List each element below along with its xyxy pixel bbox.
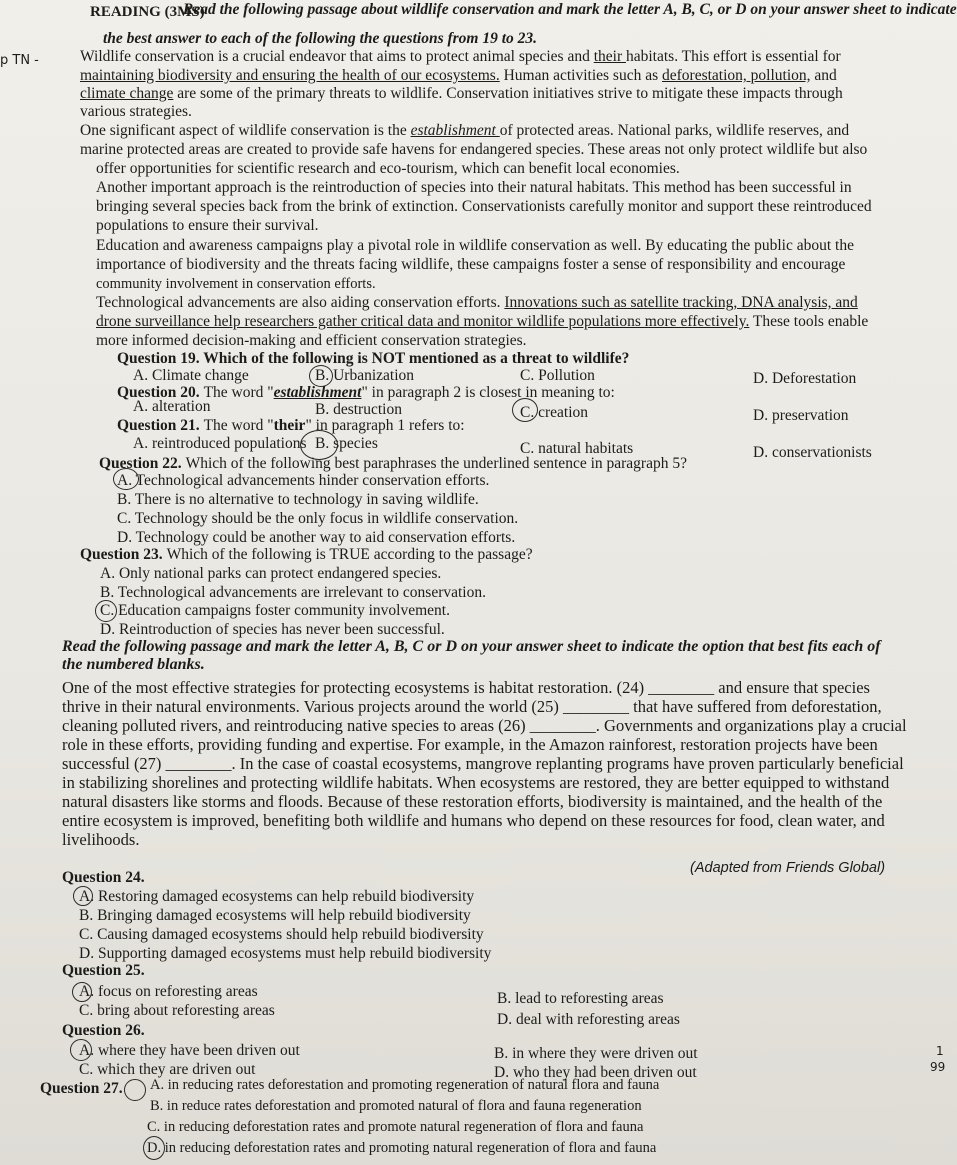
passage-line: offer opportunities for scientific research and eco-tourism, which can benefit local economies. [96, 160, 680, 177]
option-c: C. Causing damaged ecosystems should help rebuild biodiversity [79, 926, 484, 943]
option-b: B. Urbanization [315, 367, 415, 384]
option-c: C. natural habitats [520, 440, 634, 457]
passage-line: One significant aspect of wildlife conservation is the establishment of protected areas. National parks, wildlife reserves, and [80, 122, 850, 139]
passage-line: climate change are some of the primary threats to wildlife. Conservation initiatives strive to mitigate these impacts through [80, 85, 843, 102]
option-a: A. Climate change [133, 367, 249, 384]
passage-line: Education and awareness campaigns play a pivotal role in wildlife conservation as well. By educating the public about the [96, 237, 854, 254]
passage-line: One of the most effective strategies for protecting ecosystems is habitat restoration. (24) ________ and ensure that species [62, 678, 870, 697]
question-stem: Question 20. The word "establishment" in paragraph 2 is closest in meaning to: [117, 384, 615, 401]
instructions-line: the best answer to each of the following the questions from 19 to 23. [103, 30, 538, 47]
answer-circle [73, 886, 93, 906]
instructions-line: Read the following passage and mark the letter A, B, C or D on your answer sheet to indicate the option that best fits each of [62, 638, 881, 655]
passage-line: cleaning polluted rivers, and reintroducing native species to areas (26) ________. Governments and organizations play a crucial [62, 716, 907, 735]
handwritten-mark: 99 [930, 1060, 946, 1074]
option-d: D. Reintroduction of species has never been successful. [100, 621, 445, 638]
option-b: B. Technological advancements are irrelevant to conservation. [100, 584, 486, 601]
option-c: C. bring about reforesting areas [79, 1002, 275, 1019]
question-label: Question 27. [40, 1080, 123, 1097]
passage-line: livelihoods. [62, 830, 140, 849]
option-b: B. Bringing damaged ecosystems will help rebuild biodiversity [79, 907, 471, 924]
option-d: D. preservation [753, 407, 849, 424]
passage-line: role in these efforts, providing funding and expertise. For example, in the Amazon rainforest, restoration projects have been [62, 735, 878, 754]
passage-line: community involvement in conservation efforts. [96, 276, 376, 292]
passage-line: drone surveillance help researchers gather critical data and monitor wildlife populations more effectively. These tools enable [96, 313, 869, 330]
option-d: D. deal with reforesting areas [497, 1011, 680, 1028]
option-b: B. in reduce rates deforestation and promoted natural of flora and fauna regeneration [150, 1098, 642, 1114]
option-d: D. Deforestation [753, 370, 857, 387]
option-a: A. Only national parks can protect endangered species. [100, 565, 442, 582]
passage-line: various strategies. [80, 103, 192, 120]
option-a: A. in reducing rates deforestation and promoting regeneration of natural flora and fauna [150, 1077, 660, 1093]
answer-circle [113, 468, 139, 490]
passage-line: Another important approach is the reintroduction of species into their natural habitats. This method has been successful in [96, 179, 852, 196]
option-c: C. Pollution [520, 367, 595, 384]
question-stem: Question 21. The word "their" in paragraph 1 refers to: [117, 417, 465, 434]
passage-line: natural disasters like storms and floods. Because of these restoration efforts, biodiversity is maintained, and the health of the [62, 792, 883, 811]
passage-line: maintaining biodiversity and ensuring the health of our ecosystems. Human activities such as deforestation, pollution, and [80, 67, 837, 84]
passage-line: Wildlife conservation is a crucial endeavor that aims to protect animal species and their habitats. This effort is essential for [80, 48, 841, 65]
option-a: A. Technological advancements hinder conservation efforts. [117, 472, 490, 489]
answer-circle [95, 600, 117, 622]
option-a: A. reintroduced populations [133, 435, 307, 452]
option-a: A. alteration [133, 398, 211, 415]
passage-line: more informed decision-making and efficient conservation strategies. [96, 332, 527, 349]
passage-line: thrive in their natural environments. Various projects around the world (25) ________ that have suffered from deforestation, [62, 697, 882, 716]
passage-line: marine protected areas are created to provide safe havens for endangered species. These areas not only protect wildlife but also [80, 141, 868, 158]
option-a: A. where they have been driven out [79, 1042, 300, 1059]
question-label: Question 24. [62, 869, 145, 886]
passage-line: populations to ensure their survival. [96, 217, 319, 234]
option-b: B. species [315, 435, 378, 452]
option-b: B. There is no alternative to technology in saving wildlife. [117, 491, 479, 508]
answer-circle [70, 1039, 92, 1061]
source-credit: (Adapted from Friends Global) [690, 860, 886, 876]
passage-line: importance of biodiversity and the threats facing wildlife, these campaigns foster a sense of responsibility and encourage [96, 256, 846, 273]
option-a: A. Restoring damaged ecosystems can help rebuild biodiversity [79, 888, 475, 905]
passage-line: successful (27) ________. In the case of coastal ecosystems, mangrove replanting programs have proven particularly beneficial [62, 754, 904, 773]
handwritten-mark: 1 [936, 1044, 944, 1058]
option-c: C. Technology should be the only focus in wildlife conservation. [117, 510, 519, 527]
option-c: C. Education campaigns foster community involvement. [100, 602, 450, 619]
option-a: A. focus on reforesting areas [79, 983, 258, 1000]
passage-line: Technological advancements are also aiding conservation efforts. Innovations such as satellite tracking, DNA analysis, and [96, 294, 858, 311]
question-stem: Question 23. Which of the following is TRUE according to the passage? [80, 546, 533, 563]
question-label: Question 25. [62, 962, 145, 979]
passage-line: bringing several species back from the brink of extinction. Conservationists carefully monitor and support these reintroduced [96, 198, 872, 215]
option-d: D. Supporting damaged ecosystems must help rebuild biodiversity [79, 945, 492, 962]
answer-circle [72, 982, 92, 1002]
passage-line: in stabilizing shorelines and protecting wildlife habitats. When ecosystems are restored, they are better equipped to withstand [62, 773, 890, 792]
option-d: D. who they had been driven out [494, 1064, 697, 1081]
option-d: D. conservationists [753, 444, 872, 461]
option-d: D. Technology could be another way to aid conservation efforts. [117, 529, 516, 546]
answer-circle [512, 398, 538, 422]
option-c: C. in reducing deforestation rates and promote natural regeneration of flora and fauna [147, 1119, 644, 1135]
option-d: D. in reducing deforestation rates and promoting natural regeneration of flora and fauna [147, 1140, 657, 1156]
option-c: C. creation [520, 404, 589, 421]
instructions-line: the numbered blanks. [62, 656, 205, 673]
question-stem: Question 22. Which of the following best paraphrases the underlined sentence in paragraph 5? [99, 455, 687, 472]
option-c: C. which they are driven out [79, 1061, 256, 1078]
question-stem: Question 19. Which of the following is NOT mentioned as a threat to wildlife? [117, 350, 630, 367]
answer-circle [143, 1136, 165, 1160]
passage-line: entire ecosystem is improved, benefiting both wildlife and humans who depend on these resources for food, clean water, and [62, 811, 885, 830]
option-b: B. in where they were driven out [494, 1045, 698, 1062]
option-b: B. lead to reforesting areas [497, 990, 664, 1007]
section-title: READING (3MS) [90, 4, 205, 20]
option-b: B. destruction [315, 401, 402, 418]
question-label: Question 26. [62, 1022, 145, 1039]
instructions-line: Read the following passage about wildlife conservation and mark the letter A, B, C, or D on your answer sheet to indicate [183, 1, 957, 18]
answer-circle [124, 1079, 146, 1101]
handwritten-margin-note: p TN - [0, 53, 39, 68]
